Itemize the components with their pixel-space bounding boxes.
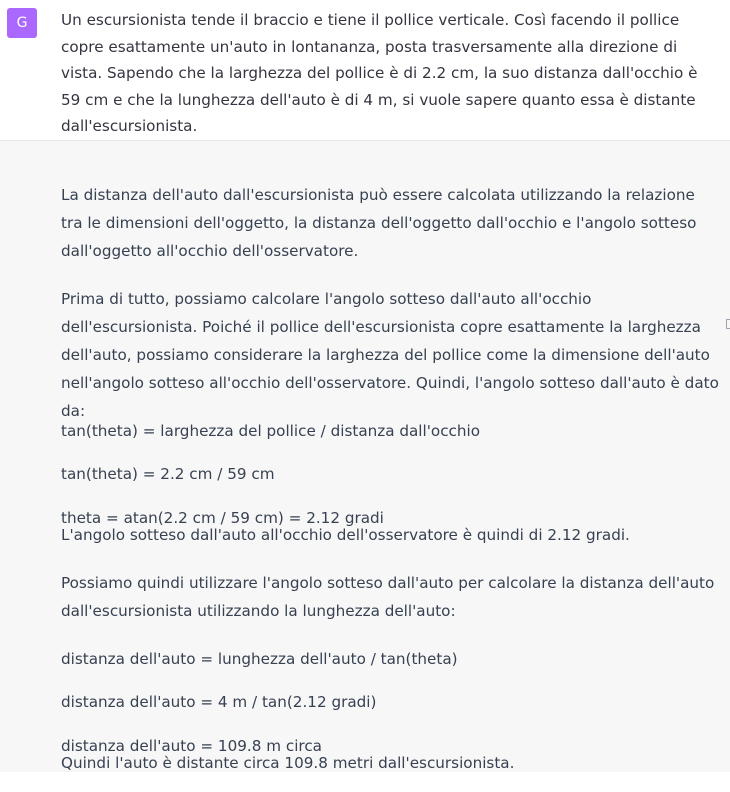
formula-line: tan(theta) = larghezza del pollice / distanza dall'occhio <box>61 422 481 441</box>
formula-line: distanza dell'auto = 4 m / tan(2.12 gradi) <box>61 693 377 712</box>
user-message-paragraph: Un escursionista tende il braccio e tiene il pollice verticale. Così facendo il pollice copre esattamente un'auto in lontananza, posta trasversamente alla direzione di vista. Sapendo che la larghezza del pollice è di 2.2 cm, la suo distanza dall'occhio è 59 cm e che la lunghezza dell'auto è di 4 m, si vuole sapere quanto essa è distante dall'escursionista. <box>61 11 698 135</box>
user-avatar-letter: G <box>16 15 28 31</box>
answer-paragraph: Possiamo quindi utilizzare l'angolo sotteso dall'auto per calcolare la distanza dell'auto dall'escursionista utilizzando la lunghezza dell'auto: <box>61 574 715 621</box>
formula-line: theta = atan(2.2 cm / 59 cm) = 2.12 gradi <box>61 508 384 527</box>
answer-paragraph: Prima di tutto, possiamo calcolare l'angolo sotteso dall'auto all'occhio dell'escursionista. Poiché il pollice dell'escursionista copre esattamente la larghezza dell'auto, possiamo considerare la larghezza del pollice come la dimensione dell'auto nell'angolo sotteso all'occhio dell'osservatore. Quindi, l'angolo sotteso dall'auto è dato da: <box>61 290 719 421</box>
answer-paragraph-distance <box>61 554 721 640</box>
answer-paragraph: Quindi l'auto è distante circa 109.8 metri dall'escursionista. <box>61 754 515 773</box>
user-message-row <box>0 0 730 141</box>
formula-line: tan(theta) = 2.2 cm / 59 cm <box>61 465 275 484</box>
copy-icon[interactable] <box>726 319 730 329</box>
user-avatar <box>7 8 37 38</box>
answer-paragraph: L'angolo sotteso dall'auto all'occhio dell'osservatore è quindi di 2.12 gradi. <box>61 526 630 545</box>
user-message-text <box>61 7 716 140</box>
formula-line: distanza dell'auto = lunghezza dell'auto / tan(theta) <box>61 650 458 669</box>
answer-paragraph-conclusion <box>61 734 721 792</box>
answer-paragraph-intro <box>61 166 721 280</box>
answer-paragraph: La distanza dell'auto dall'escursionista può essere calcolata utilizzando la relazione tra le dimensioni dell'oggetto, la distanza dell'oggetto dall'occhio e l'angolo sotteso dall'oggetto all'occhio dell'osservatore. <box>61 186 697 261</box>
formula-line: distanza dell'auto = 109.8 m circa <box>61 736 322 755</box>
